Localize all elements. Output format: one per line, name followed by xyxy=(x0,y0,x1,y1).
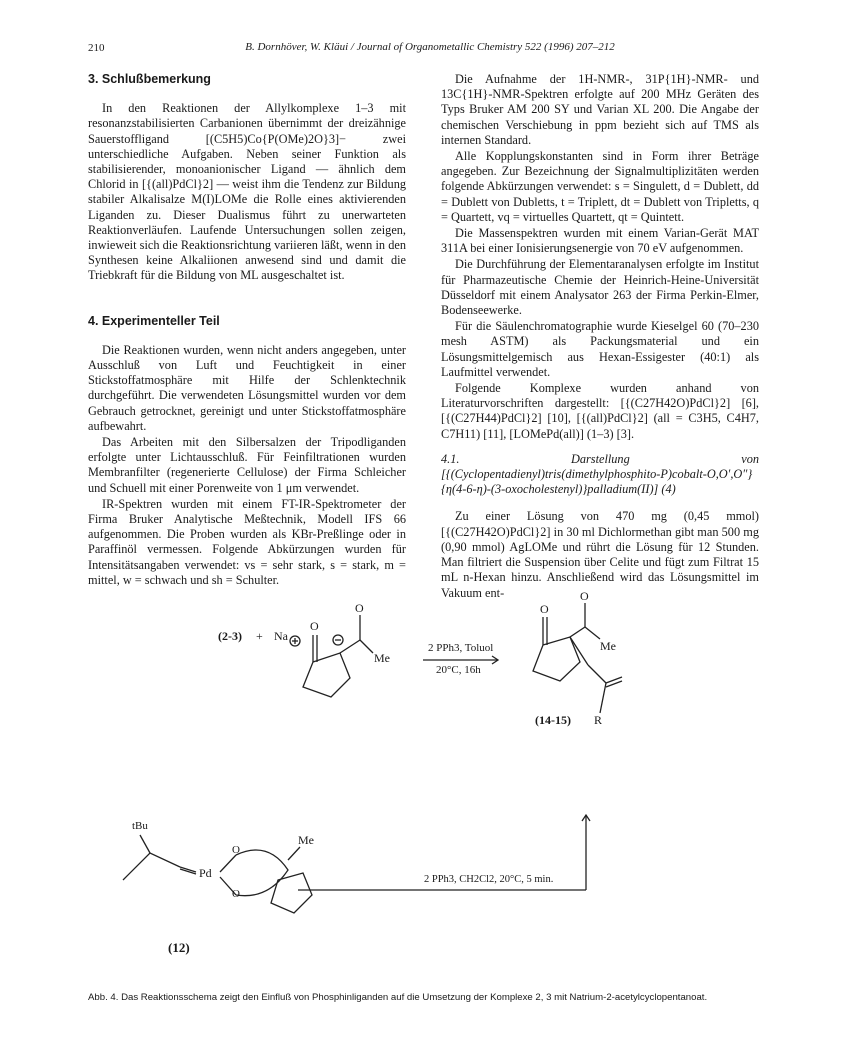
product-acyl-oxygen: O xyxy=(580,589,589,603)
paragraph: Die Massenspektren wurden mit einem Varian-Gerät MAT 311A bei einer Ionisierungsenergie von 70 eV aufgenommen. xyxy=(441,226,759,256)
reaction-scheme xyxy=(88,585,768,985)
paragraph: Zu einer Lösung von 470 mg (0,45 mmol) [{(C27H42O)PdCl}2] in 30 ml Dichlormethan gibt man 500 mg (0,90 mmol) AgLOMe und rührt die Lösung für 12 Stunden. Man filtriert die Suspension über Celite und fügt zum Filtrat 15 mL n-Hexan hinzu. Anschließend wird das Lösungsmittel im Vakuum ent- xyxy=(441,509,759,600)
complex-ring xyxy=(271,873,312,913)
reactant-label: (2-3) xyxy=(218,629,242,643)
product-methyl-label: Me xyxy=(600,639,616,653)
running-head: B. Dornhöver, W. Kläui / Journal of Organometallic Chemistry 522 (1996) 207–212 xyxy=(245,41,615,53)
chelate-oxygen-top: O xyxy=(232,844,240,856)
subsection-heading: 4.1. Darstellung von [{(Cyclopentadienyl)tris(dimethylphosphito-P)cobalt-O,O′,O″}{η(4-6-η)-(3-oxocholestenyl)}palladium(II)] (4) xyxy=(441,451,759,497)
section-spacer xyxy=(88,284,406,314)
product-r-group: R xyxy=(594,713,603,727)
palladium-label: Pd xyxy=(199,866,212,880)
paragraph: Alle Kopplungskonstanten sind in Form ihrer Beträge angegeben. Zur Bezeichnung der Signalmultiplizitäten werden folgende Abkürzungen verwendet: s = Singulett, d = Dublett, dd = Dublett von Dubletts, t = Triplett, dt = Dublett von Tripletts, q = Quartett, vq = virtuelles Quartett, qt = Quintett. xyxy=(441,149,759,224)
product-ketone-oxygen: O xyxy=(540,602,549,616)
conditions-bottom: 2 PPh3, CH2Cl2, 20°C, 5 min. xyxy=(424,874,554,885)
paragraph: In den Reaktionen der Allylkomplexe 1–3 mit resonanzstabilisierten Carbanionen übernimmt der dreizähnige Sauerstoffligand [(C5H5)Co{P(OMe)2O}3]− zwei unterschiedliche Aufgaben. Neben seiner Funktion als stabilisierender, monoanionischer Ligand — ähnlich dem Chlorid in [{(all)PdCl}2] — weist ihm die Tendenz zur Bildung stabiler Alkalisalze M(I)LOMe die Rolle eines aktivierenden Liganden zu. Dieser Dualismus führt zu unerwarteten Reaktionverläufen. Laufende Untersuchungen sollen zeigen, inwieweit sich die Reaktionsrichtung variieren läßt, wenn in den Synthesen keine Alkaliionen anwesend sind und damit die Triebkraft für die Bildung von ML ausgeschaltet ist. xyxy=(88,101,406,283)
complex-label: (12) xyxy=(168,940,190,955)
paragraph: Die Aufnahme der 1H-NMR-, 31P{1H}-NMR- und 13C{1H}-NMR-Spektren erfolgte auf 200 MHz Geräten des Typs Bruker AM 200 SY und Varian XL 200. Die Angabe der chemischen Verschiebung in ppm bezieht sich auf TMS als internen Standard. xyxy=(441,72,759,147)
methyl-label: Me xyxy=(374,651,390,665)
paragraph: Für die Säulenchromatographie wurde Kieselgel 60 (70–230 mesh ASTM) als Packungsmaterial und ein Lösungsmittelgemisch aus Hexan-Essigester (40:1) als Laufmittel verwendet. xyxy=(441,319,759,379)
paragraph: Folgende Komplexe wurden anhand von Literaturvorschriften dargestellt: [{(C27H42O)PdCl}2] [6], [{(C27H44)PdCl}2] [10], [{(all)PdCl}2] (all = C3H5, C4H7, C7H11) [11], [LOMePd(all)] (1–3) [3]. xyxy=(441,381,759,441)
product-acyl-bond xyxy=(570,627,585,637)
allyl-ligand xyxy=(123,853,180,880)
cyclopentane-ring xyxy=(303,653,350,697)
product-label: (14-15) xyxy=(535,713,571,727)
section-heading: 3. Schlußbemerkung xyxy=(88,72,211,86)
conditions-top: 20°C, 16h xyxy=(436,664,481,676)
paragraph: Die Reaktionen wurden, wenn nicht anders angegeben, unter Ausschluß von Luft und Feuchtigkeit in einer Stickstoffatmosphäre mit Hilfe der Schlenktechnik durchgeführt. Die verwendeten Lösungsmittel wurden vor dem Gebrauch getrocknet, gereinigt und unter Stickstoffatmosphäre aufbewahrt. xyxy=(88,342,406,433)
paragraph: Die Durchführung der Elementaranalysen erfolgte im Institut für Pharmazeutische Chemie der Heinrich-Heine-Universität Düsseldorf mit einem Analysator 263 der Firma Perkin-Elmer, Bodenseewerke. xyxy=(441,257,759,318)
product-ring xyxy=(533,637,580,681)
acyl-methyl-bond xyxy=(360,640,373,653)
paragraph: Das Arbeiten mit den Silbersalzen der Tripodliganden erfolgte unter Lichtausschluß. Für Feinfiltrationen wurden Membranfilter (regenerierte Cellulose) der Firma Schleicher und Schuell mit einer Porenweite von 1 μm verwendet. xyxy=(88,435,406,495)
right-column xyxy=(441,72,759,601)
page-number: 210 xyxy=(88,42,105,54)
chelate-arc xyxy=(236,850,288,896)
left-column xyxy=(88,72,406,588)
tbu-label: tBu xyxy=(132,820,148,832)
plus-sign: + xyxy=(256,629,263,643)
figure-caption: Abb. 4. Das Reaktionsschema zeigt den Einfluß von Phosphinliganden auf die Umsetzung der Komplexe 2, 3 mit Natrium-2-acetylcyclopentanoat. xyxy=(88,992,708,1003)
chelate-oxygen-bottom: O xyxy=(232,888,240,900)
section-heading: 4. Experimenteller Teil xyxy=(88,313,220,328)
acyl-oxygen: O xyxy=(355,601,364,615)
product-methyl-bond xyxy=(585,627,600,639)
paragraph: IR-Spektren wurden mit einem FT-IR-Spektrometer der Firma Bruker Analytische Meßtechnik, Modell IFS 66 aufgenommen. Die Proben wurden als KBr-Preßlinge oder in Paraffinöl vermessen. Folgende Abkürzungen wurden für Intensitätsangaben verwendet: vs = sehr stark, s = stark, m = mittel, w = schwach und sh = Schulter. xyxy=(88,496,406,587)
sodium-label: Na xyxy=(274,629,288,643)
complex-methyl-label: Me xyxy=(298,833,314,847)
reagent-top: 2 PPh3, Toluol xyxy=(428,642,494,654)
ketone-oxygen: O xyxy=(310,619,319,633)
